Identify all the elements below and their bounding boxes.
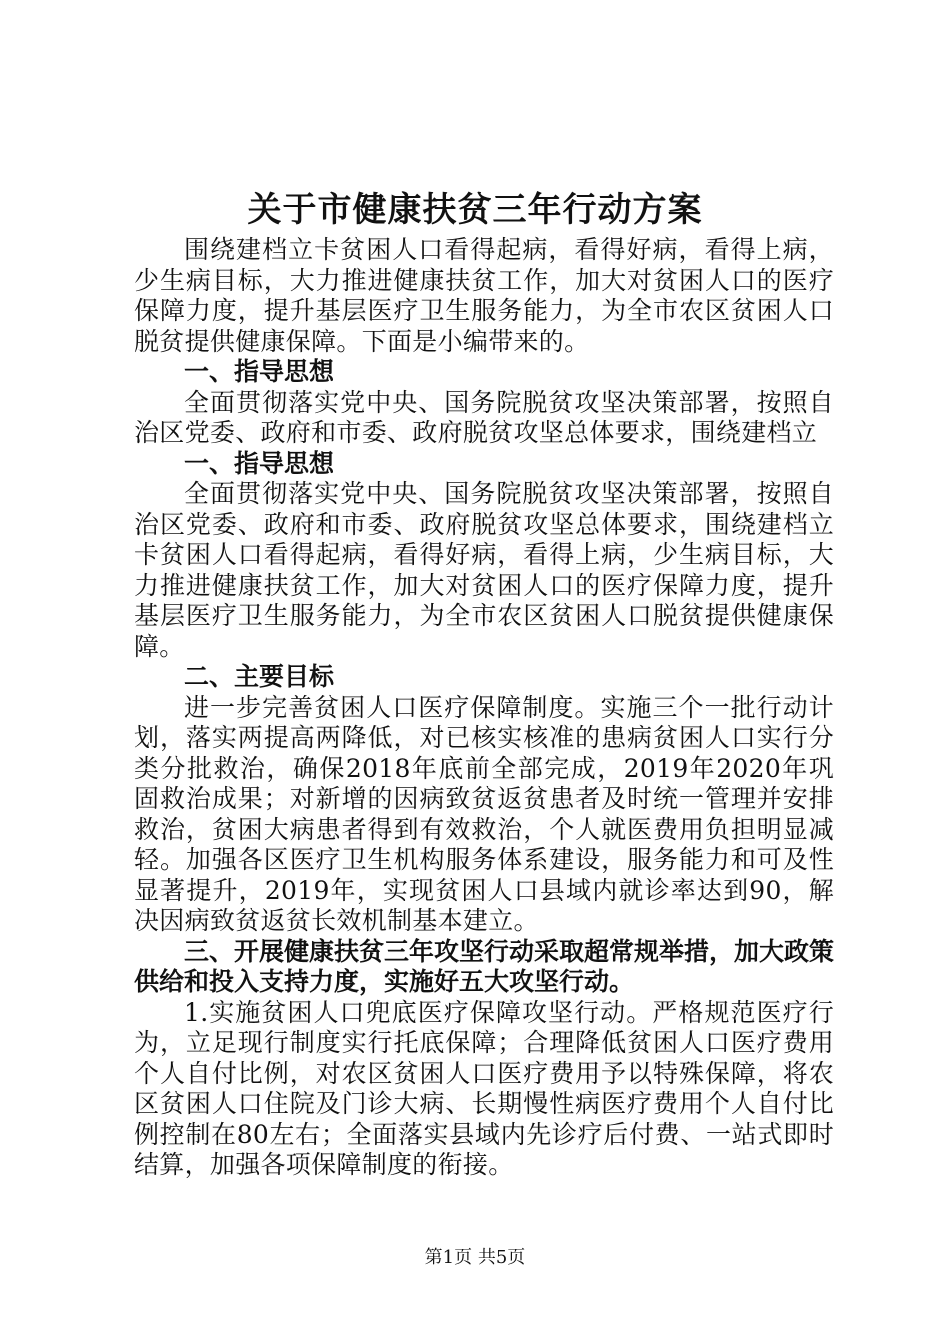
action-item-1-paragraph: 1.实施贫困人口兜底医疗保障攻坚行动。严格规范医疗行为，立足现行制度实行托底保障；合理降低贫困人口医疗费用个人自付比例，对农区贫困人口医疗费用予以特殊保障，将农区贫困人口住院及门诊大病、长期慢性病医疗费用个人自付比例控制在80左右；全面落实县域内先诊疗后付费、一站式即时结算，加强各项保障制度的衔接。 [134,997,834,1179]
main-goals-paragraph: 进一步完善贫困人口医疗保障制度。实施三个一批行动计划，落实两提高两降低，对已核实核准的患病贫困人口实行分类分批救治，确保2018年底前全部完成，2019年2020年巩固救治成果；对新增的因病致贫返贫患者及时统一管理并安排救治，贫困大病患者得到有效救治，个人就医费用负担明显减轻。加强各区医疗卫生机构服务体系建设，服务能力和可及性显著提升，2019年，实现贫困人口县域内就诊率达到90，解决因病致贫返贫长效机制基本建立。 [134,692,834,935]
document-title: 关于市健康扶贫三年行动方案 [247,190,703,230]
document-body [134,235,834,1181]
guiding-thought-paragraph: 全面贯彻落实党中央、国务院脱贫攻坚决策部署，按照自治区党委、政府和市委、政府脱贫攻坚总体要求，围绕建档立卡贫困人口看得起病，看得好病，看得上病，少生病目标，大力推进健康扶贫工作，加大对贫困人口的医疗保障力度，提升基层医疗卫生服务能力，为全市农区贫困人口脱贫提供健康保障。 [134,479,834,661]
section-heading-guiding-thought-repeat: 一、指导思想 [184,448,335,478]
section-heading-main-goals: 二、主要目标 [184,662,335,691]
intro-paragraph: 围绕建档立卡贫困人口看得起病，看得好病，看得上病，少生病目标，大力推进健康扶贫工作，加大对贫困人口的医疗保障力度，提升基层医疗卫生服务能力，为全市农区贫困人口脱贫提供健康保障。下面是小编带来的。 [134,235,834,356]
guiding-thought-paragraph-truncated: 全面贯彻落实党中央、国务院脱贫攻坚决策部署，按照自治区党委、政府和市委、政府脱贫攻坚总体要求，围绕建档立 [134,387,834,447]
section-heading-guiding-thought: 一、指导思想 [184,357,335,386]
page-footer: 第1页 共5页 [424,1247,526,1268]
section-heading-actions: 三、开展健康扶贫三年攻坚行动采取超常规举措，加大政策供给和投入支持力度，实施好五大攻坚行动。 [134,936,835,996]
